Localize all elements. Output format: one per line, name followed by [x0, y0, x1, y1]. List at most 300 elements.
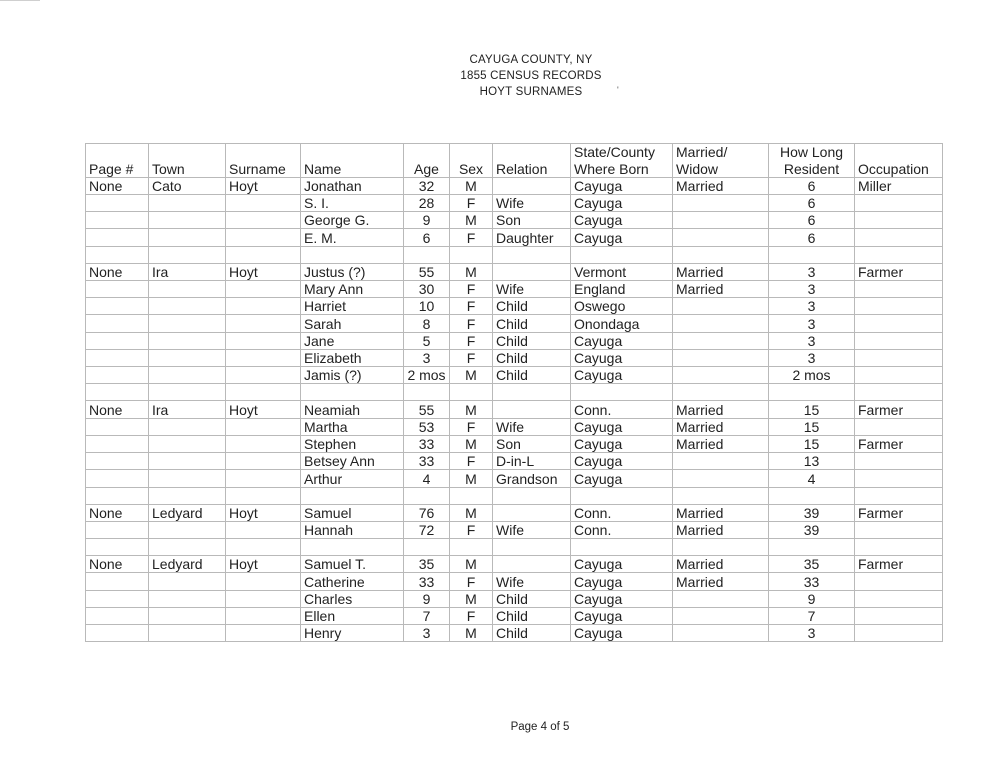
header-surnames: HOYT SURNAMES [479, 86, 583, 98]
sex-cell: M [450, 625, 493, 642]
name-cell: Samuel [301, 504, 404, 521]
born-cell: Cayuga [571, 573, 673, 590]
col-occupation-header: Occupation [855, 160, 943, 177]
relation-cell: Wife [493, 280, 571, 297]
relation-cell: Child [493, 315, 571, 332]
residence-cell: 4 [769, 470, 855, 487]
occupation-cell [855, 470, 943, 487]
age-cell: 53 [404, 418, 450, 435]
name-cell: E. M. [301, 229, 404, 246]
born-cell: Cayuga [571, 607, 673, 624]
relation-cell: Son [493, 435, 571, 452]
town-cell: Ledyard [149, 556, 226, 573]
married-cell [673, 212, 769, 229]
col-long-header-1: How Long [769, 144, 855, 161]
sex-cell: F [450, 349, 493, 366]
col-married-header-1: Married/ [673, 144, 769, 161]
residence-cell: 6 [769, 229, 855, 246]
sex-cell: F [450, 332, 493, 349]
page-cell [86, 418, 149, 435]
residence-cell: 3 [769, 280, 855, 297]
town-cell: Ledyard [149, 504, 226, 521]
occupation-cell [855, 349, 943, 366]
census-table [85, 143, 943, 642]
col-married-header-2: Widow [673, 160, 769, 177]
sex-cell: M [450, 367, 493, 384]
married-cell [673, 194, 769, 211]
page-cell [86, 212, 149, 229]
name-cell: Jonathan [301, 177, 404, 194]
occupation-cell [855, 367, 943, 384]
town-cell [149, 229, 226, 246]
sex-cell: M [450, 435, 493, 452]
name-cell: Hannah [301, 521, 404, 538]
married-cell: Married [673, 504, 769, 521]
relation-cell: D-in-L [493, 453, 571, 470]
name-cell: George G. [301, 212, 404, 229]
table-row [86, 418, 943, 435]
surname-cell: Hoyt [226, 177, 301, 194]
page-cell: None [86, 556, 149, 573]
town-cell [149, 625, 226, 642]
name-cell: Neamiah [301, 401, 404, 418]
occupation-cell [855, 418, 943, 435]
married-cell: Married [673, 177, 769, 194]
married-cell: Married [673, 418, 769, 435]
surname-cell [226, 607, 301, 624]
relation-cell [493, 504, 571, 521]
town-cell [149, 607, 226, 624]
born-cell: Conn. [571, 401, 673, 418]
age-cell: 55 [404, 263, 450, 280]
surname-cell [226, 625, 301, 642]
col-page-header: Page # [86, 160, 149, 177]
occupation-cell [855, 229, 943, 246]
table-row [86, 435, 943, 452]
surname-cell [226, 229, 301, 246]
relation-cell: Son [493, 212, 571, 229]
age-cell: 33 [404, 435, 450, 452]
residence-cell: 3 [769, 298, 855, 315]
residence-cell: 6 [769, 212, 855, 229]
occupation-cell [855, 280, 943, 297]
town-cell [149, 590, 226, 607]
surname-cell [226, 212, 301, 229]
col-town-header: Town [149, 160, 226, 177]
relation-cell [493, 263, 571, 280]
sex-cell: F [450, 194, 493, 211]
table-row [86, 315, 943, 332]
married-cell: Married [673, 435, 769, 452]
relation-cell [493, 556, 571, 573]
table-row [86, 607, 943, 624]
town-cell [149, 315, 226, 332]
sex-cell: F [450, 418, 493, 435]
relation-cell: Grandson [493, 470, 571, 487]
surname-cell [226, 590, 301, 607]
page-cell [86, 453, 149, 470]
sex-cell: M [450, 212, 493, 229]
town-cell: Cato [149, 177, 226, 194]
occupation-cell: Farmer [855, 401, 943, 418]
name-cell: Stephen [301, 435, 404, 452]
relation-cell: Child [493, 298, 571, 315]
name-cell: Samuel T. [301, 556, 404, 573]
sex-cell: M [450, 504, 493, 521]
surname-cell: Hoyt [226, 263, 301, 280]
page-cell [86, 367, 149, 384]
table-row [86, 332, 943, 349]
page-cell: None [86, 401, 149, 418]
relation-cell: Wife [493, 418, 571, 435]
sex-cell: F [450, 315, 493, 332]
surname-cell [226, 573, 301, 590]
sex-cell: F [450, 607, 493, 624]
married-cell: Married [673, 263, 769, 280]
table-row [86, 349, 943, 366]
born-cell: England [571, 280, 673, 297]
sex-cell: F [450, 280, 493, 297]
separator-row [86, 384, 943, 401]
header-census: 1855 CENSUS RECORDS [460, 70, 602, 82]
name-cell: Betsey Ann [301, 453, 404, 470]
page-cell [86, 521, 149, 538]
age-cell: 3 [404, 349, 450, 366]
occupation-cell [855, 625, 943, 642]
name-cell: Henry [301, 625, 404, 642]
surname-cell [226, 435, 301, 452]
age-cell: 9 [404, 590, 450, 607]
town-cell [149, 470, 226, 487]
header-row-2 [86, 160, 943, 177]
age-cell: 7 [404, 607, 450, 624]
page-cell [86, 280, 149, 297]
occupation-cell [855, 607, 943, 624]
surname-cell [226, 280, 301, 297]
age-cell: 6 [404, 229, 450, 246]
married-cell [673, 298, 769, 315]
born-cell: Cayuga [571, 194, 673, 211]
table-row [86, 573, 943, 590]
residence-cell: 6 [769, 177, 855, 194]
residence-cell: 3 [769, 332, 855, 349]
table-row [86, 194, 943, 211]
relation-cell: Daughter [493, 229, 571, 246]
sex-cell: M [450, 263, 493, 280]
born-cell: Conn. [571, 521, 673, 538]
surname-cell [226, 470, 301, 487]
sex-cell: F [450, 521, 493, 538]
sex-cell: F [450, 573, 493, 590]
relation-cell: Child [493, 625, 571, 642]
col-sex-header: Sex [450, 160, 493, 177]
town-cell [149, 367, 226, 384]
table-row [86, 625, 943, 642]
residence-cell: 3 [769, 315, 855, 332]
table-row [86, 298, 943, 315]
residence-cell: 6 [769, 194, 855, 211]
town-cell [149, 212, 226, 229]
page-cell [86, 298, 149, 315]
col-surname-header: Surname [226, 160, 301, 177]
age-cell: 55 [404, 401, 450, 418]
occupation-cell [855, 521, 943, 538]
residence-cell: 7 [769, 607, 855, 624]
sex-cell: M [450, 401, 493, 418]
married-cell [673, 349, 769, 366]
page-cell: None [86, 504, 149, 521]
born-cell: Cayuga [571, 418, 673, 435]
age-cell: 3 [404, 625, 450, 642]
surname-cell [226, 298, 301, 315]
relation-cell [493, 177, 571, 194]
name-cell: Martha [301, 418, 404, 435]
sex-cell: M [450, 177, 493, 194]
sex-cell: F [450, 229, 493, 246]
page-cell [86, 332, 149, 349]
town-cell: Ira [149, 263, 226, 280]
occupation-cell [855, 573, 943, 590]
page-cell [86, 625, 149, 642]
header-row-1 [86, 144, 943, 161]
born-cell: Conn. [571, 504, 673, 521]
table-row [86, 590, 943, 607]
married-cell [673, 470, 769, 487]
residence-cell: 3 [769, 263, 855, 280]
town-cell [149, 453, 226, 470]
surname-cell [226, 521, 301, 538]
table-row [86, 263, 943, 280]
name-cell: Sarah [301, 315, 404, 332]
age-cell: 30 [404, 280, 450, 297]
age-cell: 32 [404, 177, 450, 194]
married-cell [673, 332, 769, 349]
residence-cell: 33 [769, 573, 855, 590]
town-cell [149, 418, 226, 435]
name-cell: Harriet [301, 298, 404, 315]
name-cell: Arthur [301, 470, 404, 487]
residence-cell: 35 [769, 556, 855, 573]
occupation-cell: Farmer [855, 435, 943, 452]
residence-cell: 13 [769, 453, 855, 470]
page-cell [86, 607, 149, 624]
relation-cell: Child [493, 349, 571, 366]
occupation-cell: Farmer [855, 504, 943, 521]
occupation-cell [855, 315, 943, 332]
name-cell: Catherine [301, 573, 404, 590]
sex-cell: M [450, 470, 493, 487]
residence-cell: 39 [769, 504, 855, 521]
surname-cell [226, 194, 301, 211]
occupation-cell [855, 194, 943, 211]
separator-row [86, 539, 943, 556]
age-cell: 2 mos [404, 367, 450, 384]
name-cell: Ellen [301, 607, 404, 624]
surname-cell [226, 349, 301, 366]
relation-cell: Wife [493, 573, 571, 590]
born-cell: Cayuga [571, 349, 673, 366]
table-row [86, 453, 943, 470]
residence-cell: 3 [769, 625, 855, 642]
sex-cell: M [450, 590, 493, 607]
occupation-cell: Miller [855, 177, 943, 194]
occupation-cell: Farmer [855, 263, 943, 280]
born-cell: Cayuga [571, 367, 673, 384]
relation-cell: Wife [493, 521, 571, 538]
page-footer [0, 721, 1000, 733]
age-cell: 5 [404, 332, 450, 349]
town-cell [149, 332, 226, 349]
sex-cell: M [450, 556, 493, 573]
born-cell: Cayuga [571, 590, 673, 607]
born-cell: Cayuga [571, 229, 673, 246]
page-cell [86, 470, 149, 487]
occupation-cell [855, 332, 943, 349]
occupation-cell: Farmer [855, 556, 943, 573]
occupation-cell [855, 453, 943, 470]
occupation-cell [855, 212, 943, 229]
relation-cell: Wife [493, 194, 571, 211]
married-cell: Married [673, 521, 769, 538]
page-cell [86, 573, 149, 590]
name-cell: Justus (?) [301, 263, 404, 280]
surname-cell [226, 367, 301, 384]
age-cell: 28 [404, 194, 450, 211]
residence-cell: 39 [769, 521, 855, 538]
table-row [86, 504, 943, 521]
page-cell [86, 435, 149, 452]
age-cell: 35 [404, 556, 450, 573]
born-cell: Cayuga [571, 332, 673, 349]
name-cell: S. I. [301, 194, 404, 211]
born-cell: Vermont [571, 263, 673, 280]
born-cell: Cayuga [571, 470, 673, 487]
surname-cell: Hoyt [226, 504, 301, 521]
married-cell [673, 607, 769, 624]
age-cell: 33 [404, 453, 450, 470]
sex-cell: F [450, 298, 493, 315]
page-cell [86, 229, 149, 246]
surname-cell [226, 453, 301, 470]
name-cell: Mary Ann [301, 280, 404, 297]
town-cell [149, 521, 226, 538]
page-cell [86, 349, 149, 366]
born-cell: Cayuga [571, 453, 673, 470]
residence-cell: 15 [769, 401, 855, 418]
col-born-header-2: Where Born [571, 160, 673, 177]
col-relation-header: Relation [493, 160, 571, 177]
page-cell [86, 194, 149, 211]
surname-cell [226, 332, 301, 349]
stray-mark: ' [617, 85, 619, 95]
age-cell: 4 [404, 470, 450, 487]
born-cell: Cayuga [571, 177, 673, 194]
relation-cell [493, 401, 571, 418]
age-cell: 10 [404, 298, 450, 315]
town-cell [149, 435, 226, 452]
born-cell: Oswego [571, 298, 673, 315]
town-cell [149, 298, 226, 315]
occupation-cell [855, 298, 943, 315]
table-row [86, 521, 943, 538]
born-cell: Cayuga [571, 556, 673, 573]
town-cell [149, 349, 226, 366]
residence-cell: 9 [769, 590, 855, 607]
age-cell: 72 [404, 521, 450, 538]
col-name-header: Name [301, 160, 404, 177]
married-cell: Married [673, 401, 769, 418]
surname-cell [226, 315, 301, 332]
name-cell: Elizabeth [301, 349, 404, 366]
age-cell: 33 [404, 573, 450, 590]
name-cell: Charles [301, 590, 404, 607]
married-cell: Married [673, 280, 769, 297]
age-cell: 8 [404, 315, 450, 332]
married-cell [673, 229, 769, 246]
page-cell [86, 590, 149, 607]
married-cell [673, 590, 769, 607]
relation-cell: Child [493, 367, 571, 384]
residence-cell: 15 [769, 435, 855, 452]
age-cell: 9 [404, 212, 450, 229]
table-row [86, 229, 943, 246]
scan-edge-mark [0, 0, 40, 9]
table-row [86, 177, 943, 194]
married-cell [673, 315, 769, 332]
residence-cell: 15 [769, 418, 855, 435]
table-row [86, 280, 943, 297]
header-county: CAYUGA COUNTY, NY [469, 54, 593, 66]
col-born-header-1: State/County [571, 144, 673, 161]
town-cell [149, 573, 226, 590]
married-cell [673, 453, 769, 470]
document-header [0, 52, 1000, 100]
sex-cell: F [450, 453, 493, 470]
occupation-cell [855, 590, 943, 607]
surname-cell [226, 418, 301, 435]
col-age-header: Age [404, 160, 450, 177]
residence-cell: 2 mos [769, 367, 855, 384]
name-cell: Jane [301, 332, 404, 349]
residence-cell: 3 [769, 349, 855, 366]
name-cell: Jamis (?) [301, 367, 404, 384]
town-cell: Ira [149, 401, 226, 418]
separator-row [86, 246, 943, 263]
table-row [86, 212, 943, 229]
relation-cell: Child [493, 332, 571, 349]
born-cell: Cayuga [571, 212, 673, 229]
town-cell [149, 280, 226, 297]
relation-cell: Child [493, 607, 571, 624]
surname-cell: Hoyt [226, 401, 301, 418]
born-cell: Cayuga [571, 435, 673, 452]
married-cell [673, 625, 769, 642]
town-cell [149, 194, 226, 211]
relation-cell: Child [493, 590, 571, 607]
married-cell: Married [673, 573, 769, 590]
born-cell: Cayuga [571, 625, 673, 642]
separator-row [86, 487, 943, 504]
table-row [86, 470, 943, 487]
col-long-header-2: Resident [769, 160, 855, 177]
married-cell: Married [673, 556, 769, 573]
age-cell: 76 [404, 504, 450, 521]
table-row [86, 556, 943, 573]
page-cell: None [86, 177, 149, 194]
page-cell [86, 315, 149, 332]
table-row [86, 367, 943, 384]
table-row [86, 401, 943, 418]
